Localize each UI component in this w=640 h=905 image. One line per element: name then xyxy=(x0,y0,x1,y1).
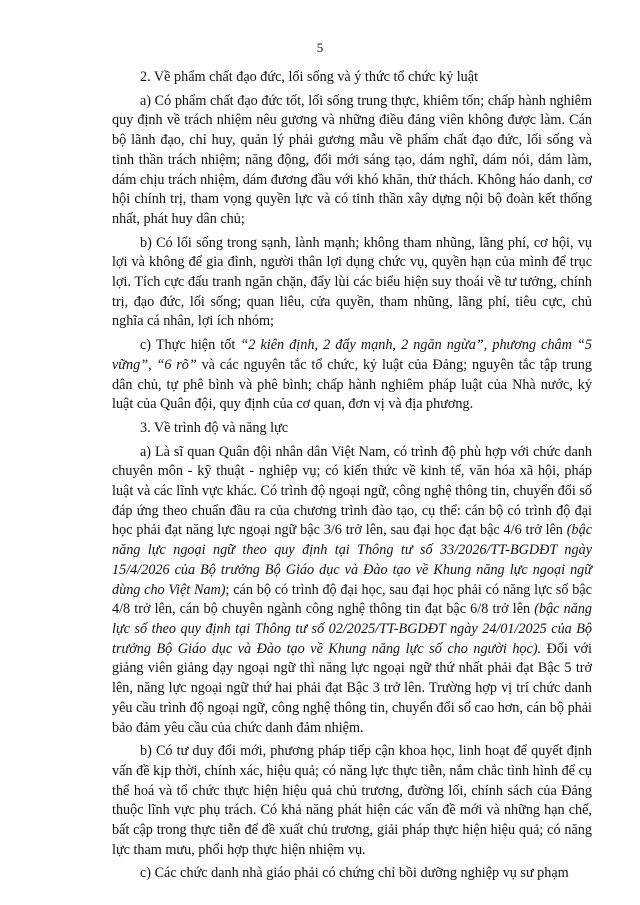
section-2-item-b: b) Có lối sống trong sạnh, lành mạnh; không tham nhũng, lãng phí, cơ hội, vụ lợi và không để gia đình, người thân lợi dụng chức vụ, quyền hạn của mình để trục lợi. Tích cực đấu tranh ngăn chặn, đẩy lùi các biểu hiện suy thoái về tư tưởng, chính trị, đạo đức, lối sống; quan liêu, cửa quyền, tham nhũng, lãng phí, tiêu cực, chủ nghĩa cá nhân, lợi ích nhóm; xyxy=(112,234,592,330)
document-body xyxy=(112,68,592,888)
section-3-item-a-note-digital: (bậc năng lực số theo quy định tại Thông tư số 02/2025/TT-BGDĐT ngày 24/01/2025 của Bộ trưởng Bộ Giáo dục và Đào tạo về Khung năng lực số cho người học). xyxy=(112,601,593,657)
section-3-item-a-text-2: ; cán bộ có trình độ đại học, sau đại học phải có năng lực số bậc 4/8 trở lên, cán bộ chuyên ngành công nghệ thông tin đạt bậc 6/8 trở lên xyxy=(112,581,592,618)
section-3-item-a-text-3: Đối với giảng viên giảng dạy ngoại ngữ thì năng lực ngoại ngữ thứ nhất phải đạt Bậc 5 trở lên, năng lực ngoại ngữ thứ hai phải đạt Bậc 3 trở lên. Trường hợp vị trí chức danh yêu cầu trình độ ngoại ngữ, công nghệ thông tin, chuyển đổi số cao hơn, cán bộ phải bảo đảm yêu cầu của chức danh đảm nhiệm. xyxy=(112,640,592,736)
section-3-item-c: c) Các chức danh nhà giáo phải có chứng chỉ bồi dưỡng nghiệp vụ sư phạm xyxy=(140,865,569,882)
section-2-item-c xyxy=(112,336,592,415)
page-number: 5 xyxy=(316,40,324,55)
section-3-item-b: b) Có tư duy đổi mới, phương pháp tiếp cận khoa học, linh hoạt để quyết định vấn đề kịp thời, chính xác, hiệu quả; có năng lực thực tiễn, nắm chắc tình hình để cụ thể hoá và tổ chức thực hiện hiệu quả chủ trương, đường lối, chính sách của Đảng thuộc lĩnh vực phụ trách. Có khả năng phát hiện các vấn đề mới và những hạn chế, bất cập trong thực tiễn để đề xuất chủ trương, giải pháp thực hiện hiệu quả; có năng lực tham mưu, phối hợp thực hiện nhiệm vụ. xyxy=(112,743,592,858)
section-2-item-a: a) Có phẩm chất đạo đức tốt, lối sống trung thực, khiêm tốn; chấp hành nghiêm quy định về trách nhiệm nêu gương và những điều đảng viên không được làm. Cán bộ lãnh đạo, chỉ huy, quản lý phải gương mẫu về phẩm chất đạo đức, lối sống và tinh thần trách nhiệm; năng động, đổi mới sáng tạo, dám nghĩ, dám nói, dám làm, dám chịu trách nhiệm, dám đương đầu với khó khăn, thử thách. Không háo danh, cơ hội chính trị, tham vọng quyền lực và có tinh thần xây dựng nội bộ đoàn kết thống nhất, phát huy dân chủ; xyxy=(112,92,592,227)
section-3-item-a xyxy=(112,443,592,739)
section-2-item-c-lead: c) Thực hiện tốt xyxy=(140,337,241,354)
section-3-item-a-text-1: a) Là sĩ quan Quân đội nhân dân Việt Nam, có trình độ phù hợp với chức danh chuyên môn - kỹ thuật - nghiệp vụ; có kiến thức về kinh tế, văn hóa xã hội, pháp luật và các lĩnh vực khác. Có trình độ ngoại ngữ, công nghệ thông tin, chuyển đổi số đáp ứng theo chuẩn đầu ra của chương trình đào tạo, cụ thể: cán bộ có trình độ đại học phải đạt năng lực ngoại ngữ bậc 3/6 trở lên, sau đại học đạt bậc 4/6 trở lên xyxy=(112,443,592,539)
section-3-heading: 3. Về trình độ và năng lực xyxy=(140,419,289,436)
section-2-item-c-rest: và các nguyên tắc tổ chức, kỷ luật của Đảng; nguyên tắc tập trung dân chủ, tự phê bình và phê bình; chấp hành nghiêm pháp luật của Nhà nước, kỷ luật của Quân đội, quy định của cơ quan, đơn vị và địa phương. xyxy=(112,356,592,413)
section-2-heading: 2. Về phẩm chất đạo đức, lối sống và ý thức tổ chức kỷ luật xyxy=(140,69,479,85)
section-3-item-a-note-language: (bậc năng lực ngoại ngữ theo quy định tại Thông tư số 33/2026/TT-BGDĐT ngày 15/4/2026 của Bộ trưởng Bộ Giáo dục và Đào tạo về Khung năng lực ngoại ngữ dùng cho Việt Nam) xyxy=(112,522,592,598)
section-2-item-c-slogans: “2 kiên định, 2 đẩy mạnh, 2 ngăn ngừa”, phương châm “5 vững”, “6 rõ” xyxy=(112,337,592,373)
